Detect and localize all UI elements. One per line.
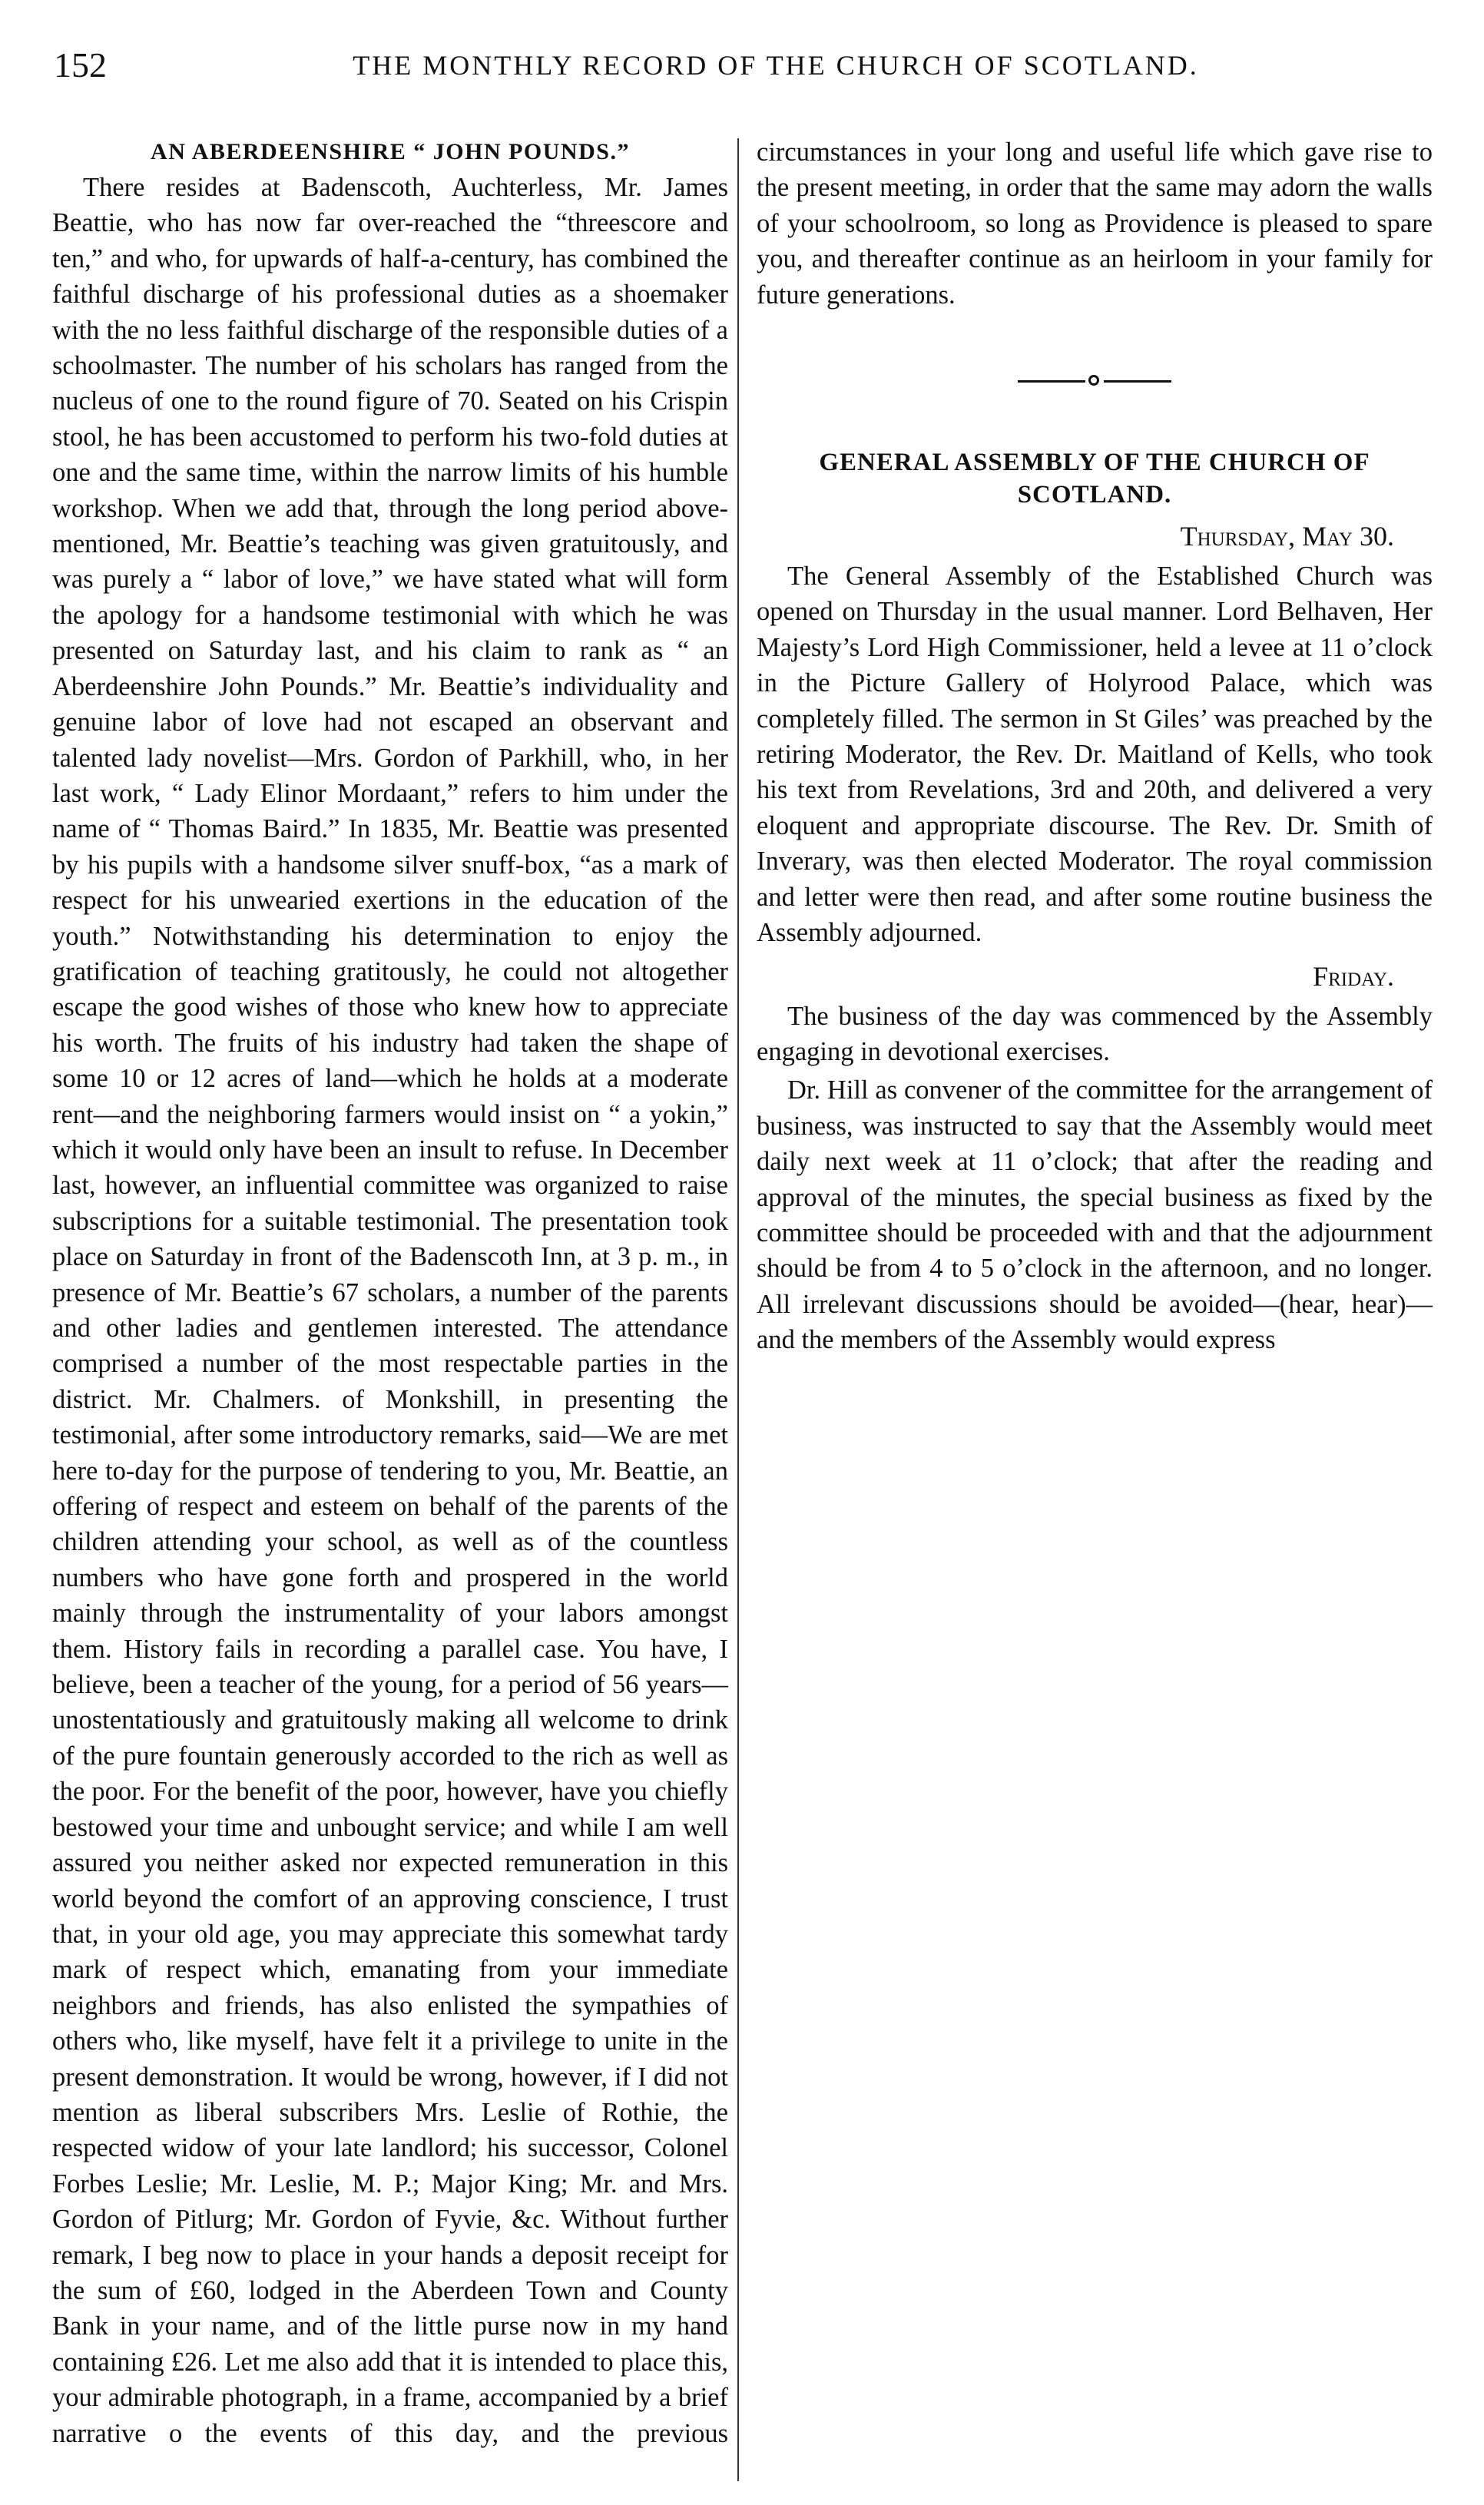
article-paragraph: There resides at Badenscoth, Auchterless, Mr. James Beattie, who has now far over-reached the “threescore and ten,” and who, for upwards of half-a-century, has combined the faithful discharge of his professional duties as a shoemaker with the no less faithful discharge of the responsible duties of a schoolmaster. The number of his scholars has ranged from the nucleus of one to the round figure of 70. Seated on his Crispin stool, he has been accustomed to perform his two-fold duties at one and the same time, within the narrow limits of his humble workshop. When we add that, through the long period above-mentioned, Mr. Beattie’s teaching was given gratuitously, and was purely a “ labor of love,” we have stated what will form the apology for a handsome testimonial with which he was presented on Saturday last, and his claim to rank as “ an Aberdeenshire John Pounds.” Mr. Beattie’s individuality and genuine labor of love had not escaped an observant and talented lady novelist—Mrs. Gordon of Parkhill, who, in her last work, “ Lady Elinor Mordaant,” refers to him under the name of “ Thomas Baird.” In 1835, Mr. Beattie was presented by his pupils with a handsome silver snuff-box, “as a mark of respect for his unwearied exertions in the education of the youth.” Notwithstanding his determination to enjoy the gratification of teaching gratitously, he could not altogether escape the good wishes of those who knew how to appreciate his worth. The fruits of his industry had taken the shape of some 10 or 12 acres of land—which he holds at a moderate rent—and the neighboring farmers would insist on “ a yokin,” which it would only have been an insult to refuse. In December last, however, an influential committee was organized to raise subscriptions for a suitable testimonial. The presentation took place on Saturday in front of the Badenscoth Inn, at 3 p. m., in presence of Mr. Beattie’s 67 scholars, a number of the parents and other ladies and gentlemen interested. The attendance comprised a number of the most respectable parties in the district. Mr. Chalmers. of Monkshill, in presenting the testimonial, after some introductory remarks, said—We are met here to-day for the purpose of tendering to you, Mr. Beattie, an offering of respect and esteem on behalf of the parents of the children attending your school, as well as of the countless numbers who have gone forth and prospered in the world mainly through the instrumentality of your labors amongst them. History fails in recording a parallel case. You have, I believe, been a teacher of the young, for a period of 56 years—unostentatiously and gratuitously making all welcome to drink of the pure fountain generously accorded to the rich as well as the poor. For the benefit of the poor, however, have you chiefly bestowed your time and unbought service; and while I am well assured you neither asked nor expected remuneration in this world beyond the comfort of an approving conscience, I trust that, in your old age, you may appreciate this somewhat tardy mark of respect which, emanating from your immediate neighbors and friends, has also enlisted the sympathies of others who, like myself, have felt it a privilege to unite in the present demonstration. It would be wrong, however, if I did not mention as liberal subscribers Mrs. Leslie of Rothie, the respected widow of your late landlord; his successor, Colonel Forbes Leslie; Mr. Leslie, M. P.; Major King; Mr. and Mrs. Gordon of Pitlurg; Mr. Gordon of Fyvie, &c. Without further remark, I beg now to place in your hands a deposit receipt for the sum of £60, lodged in the Aberdeen Town and County Bank in your name, and of the little purse now in my hand containing £26. Let me also add that it is intended to place this, your admirable photograph, in a frame, accompanied by a brief narrative o the events of this day, and the previous	[52, 173, 728, 2448]
journal-title: THE MONTHLY RECORD OF THE CHURCH OF SCOTLAND.	[353, 50, 1199, 81]
dateline-friday: Friday.	[1313, 960, 1394, 992]
ornament-circle	[1088, 375, 1099, 386]
article-title-general-assembly: GENERAL ASSEMBLY OF THE CHURCH OF SCOTLAND.	[819, 449, 1370, 509]
running-head	[54, 31, 1436, 100]
page-number: 152	[54, 45, 107, 84]
right-column	[757, 134, 1433, 1358]
dateline-thursday: Thursday, May 30.	[1180, 521, 1394, 552]
ornament-rule-right	[1104, 380, 1171, 383]
left-column	[52, 134, 728, 2451]
friday-paragraph: The business of the day was commenced by the Assembly engaging in devotional exercises.	[757, 1001, 1433, 1066]
article-paragraph-continued: circumstances in your long and useful life which gave rise to the present meeting, in order that the same may adorn the walls of your schoolroom, so long as Providence is pleased to spare you, and thereafter continue as an heirloom in your family for future generations.	[757, 138, 1433, 310]
article-title-john-pounds: AN ABERDEENSHIRE “ JOHN POUNDS.”	[151, 139, 630, 164]
column-divider	[737, 138, 739, 2481]
section-divider-ornament	[1018, 369, 1171, 393]
ornament-rule-left	[1018, 380, 1085, 383]
friday-paragraph: Dr. Hill as convener of the committee for the arrangement of business, was instructed to say that the Assembly would meet daily next week at 11 o’clock; that after the reading and approval of the minutes, the special business as fixed by the committee should be proceeded with and that the adjournment should be from 4 to 5 o’clock in the afternoon, and no longer. All irrelevant discussions should be avoided—(hear, hear)—and the members of the Assembly would express	[757, 1075, 1433, 1355]
thursday-paragraph: The General Assembly of the Established Church was opened on Thursday in the usual manner. Lord Belhaven, Her Majesty’s Lord High Commissioner, held a levee at 11 o’clock in the Picture Gallery of Holyrood Palace, which was completely filled. The sermon in St Giles’ was preached by the retiring Moderator, the Rev. Dr. Maitland of Kells, who took his text from Revelations, 3rd and 20th, and delivered a very eloquent and appropriate discourse. The Rev. Dr. Smith of Inverary, was then elected Moderator. The royal commission and letter were then read, and after some routine business the Assembly adjourned.	[757, 562, 1433, 948]
